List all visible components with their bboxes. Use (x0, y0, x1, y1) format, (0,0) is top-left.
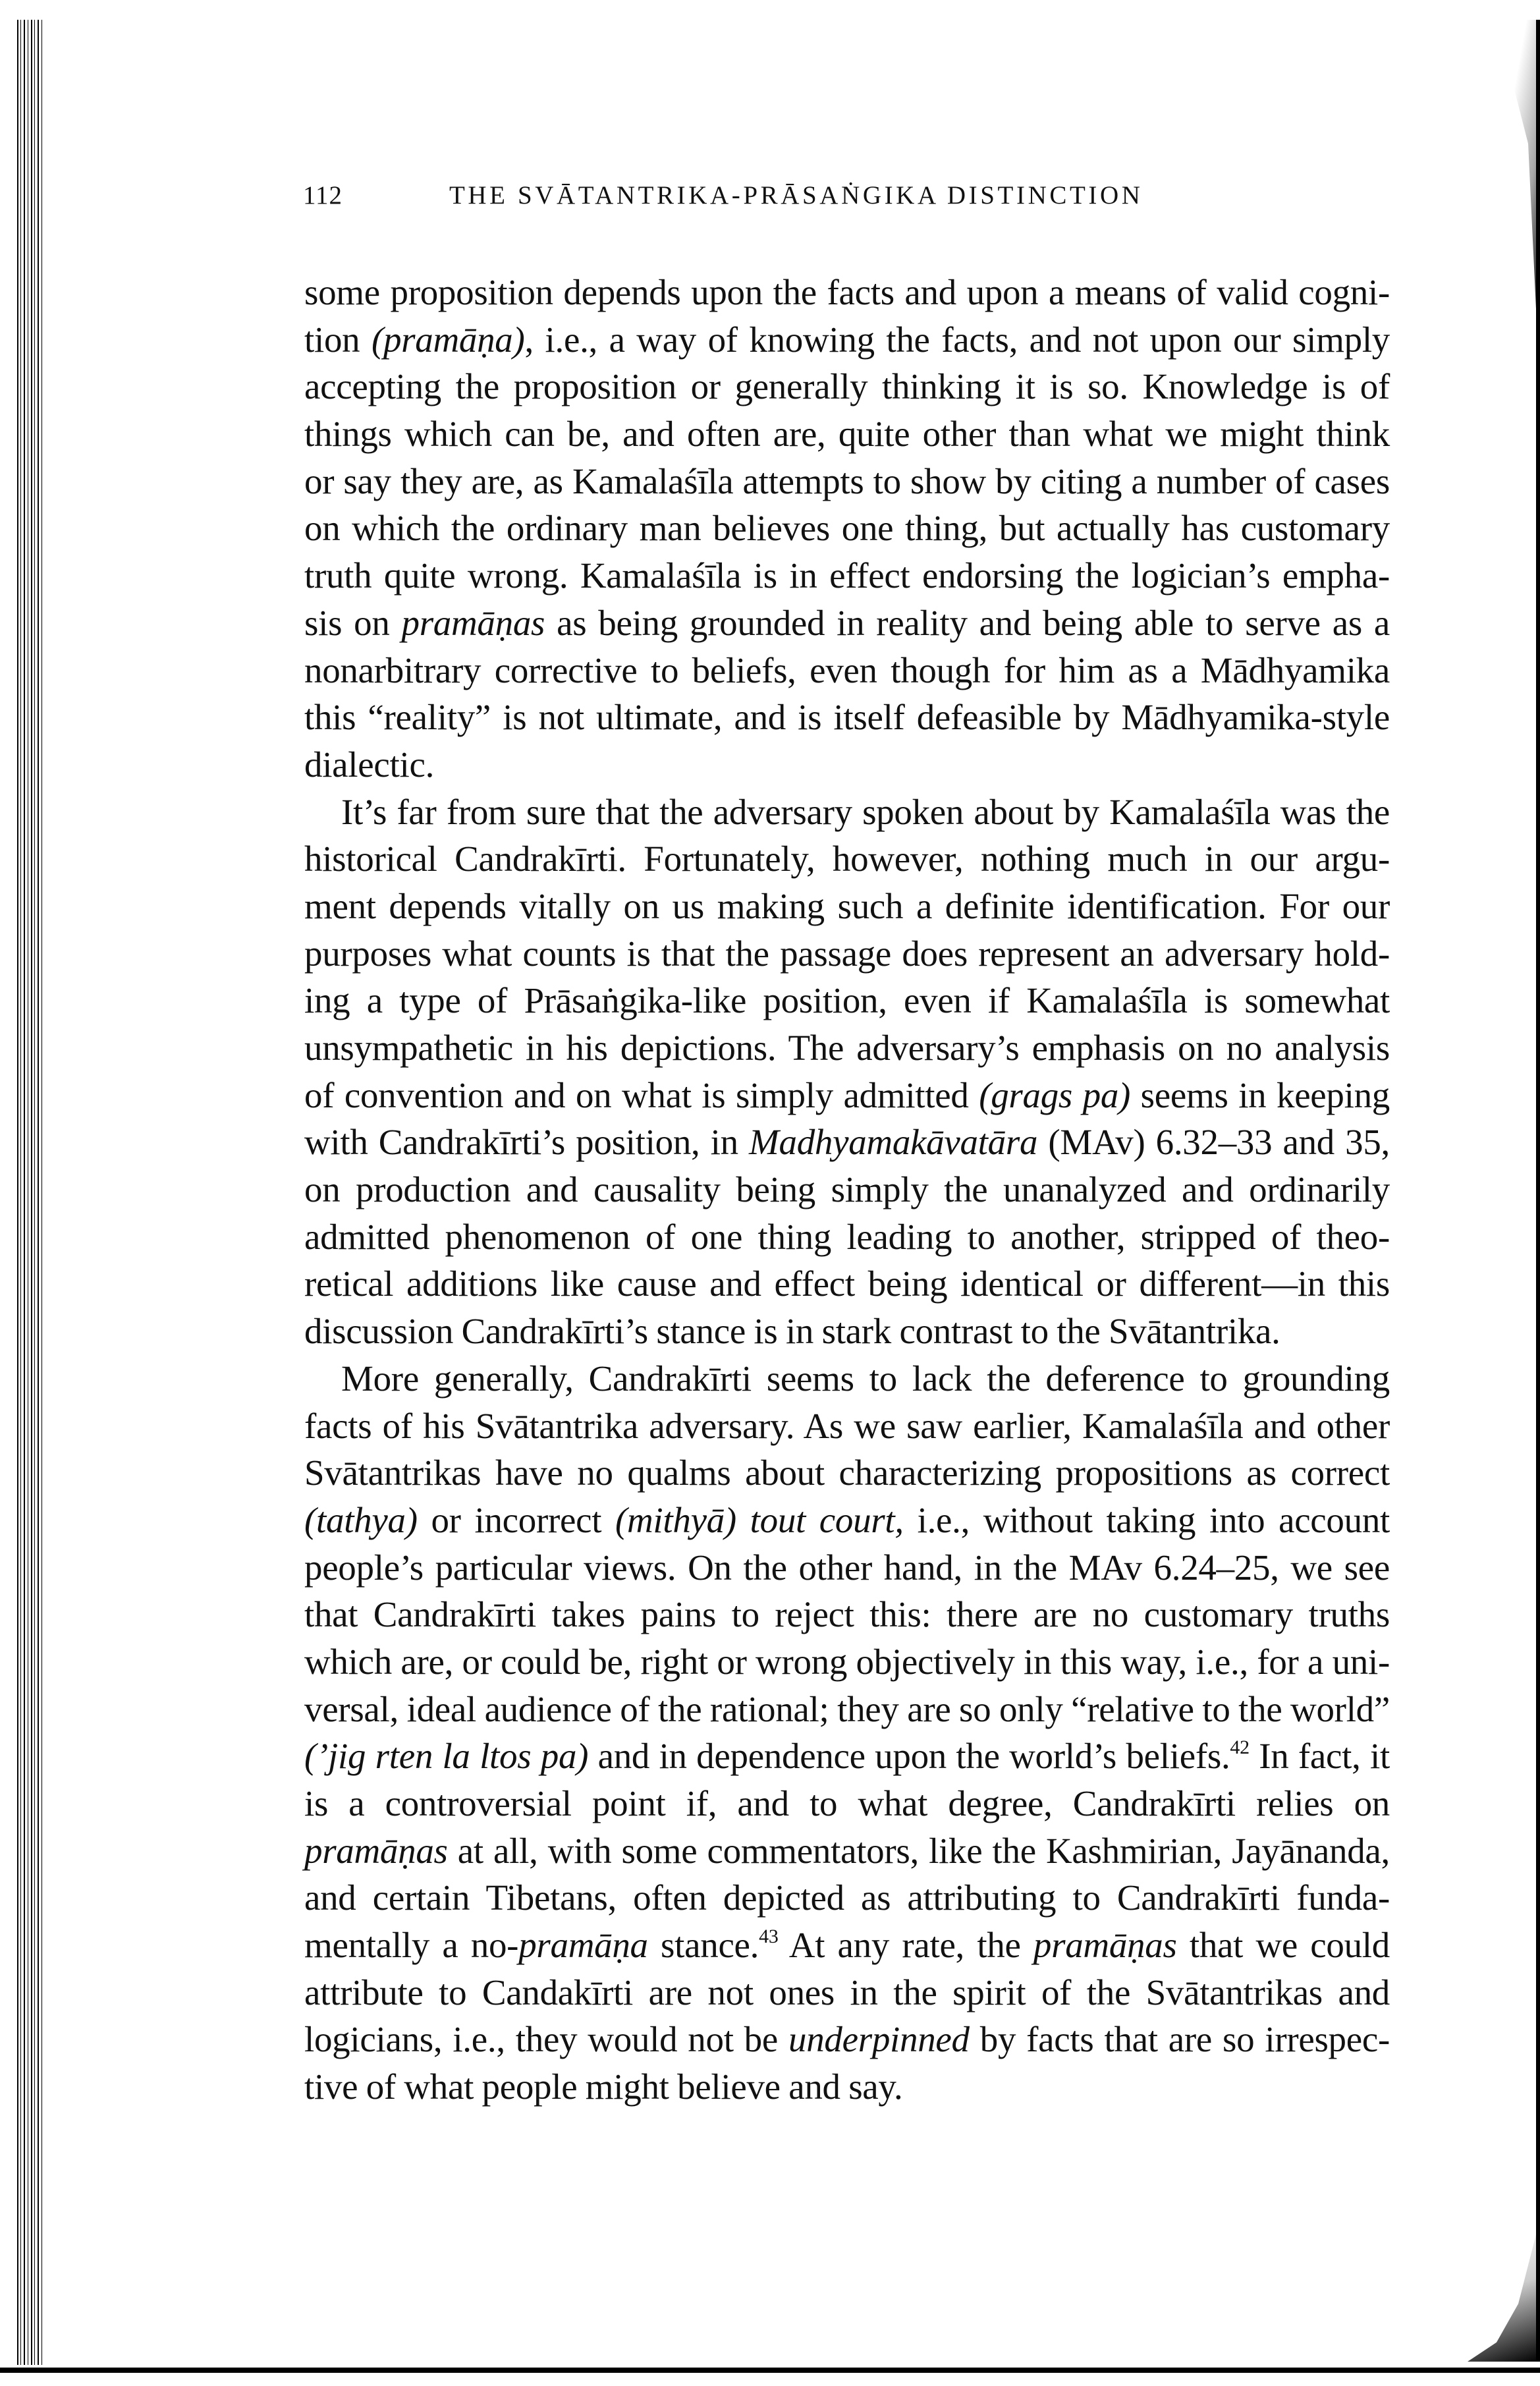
text-run: sis on (304, 602, 402, 643)
italic-term: pramāṇas (304, 1830, 448, 1871)
text-line (304, 1308, 1390, 1355)
italic-term: pramāṇas (1033, 1925, 1177, 1966)
text-line (304, 930, 1390, 978)
italic-term: pramāṇa (518, 1925, 648, 1966)
text-run: In fact, it (1249, 1736, 1390, 1777)
text-line (304, 1922, 1390, 1969)
text-run: discussion Candrakīrti’s stance is in stark contrast to the Svātantrika. (304, 1311, 1280, 1352)
text-run: as being grounded in reality and being able to serve as a (545, 602, 1390, 643)
italic-term: (tathya) (304, 1499, 418, 1540)
text-run: things which can be, and often are, quite other than what we might think (304, 414, 1390, 455)
text-run: or say they are, as Kamalaśīla attempts to show by citing a number of cases (304, 460, 1390, 501)
body-text (304, 269, 1390, 2111)
text-line (304, 1402, 1390, 1450)
text-run: dialectic. (304, 744, 435, 785)
italic-term: Madhyamakāvatāra (749, 1122, 1038, 1163)
footnote-reference: 42 (1230, 1736, 1250, 1759)
text-line (304, 1969, 1390, 2016)
italic-term: (grags pa) (979, 1074, 1131, 1115)
text-run: More generally, Candrakīrti seems to lack the deference to grounding (341, 1358, 1390, 1399)
text-line (304, 1449, 1390, 1497)
text-run: Svātantrikas have no qualms about characterizing propositions as correct (304, 1453, 1390, 1493)
text-line (304, 1166, 1390, 1213)
text-line (304, 1497, 1390, 1544)
text-run: which are, or could be, right or wrong objectively in this way, i.e., for a uni- (304, 1641, 1390, 1682)
text-run: , i.e., a way of knowing the facts, and not upon our simply (524, 319, 1390, 360)
text-line (304, 1544, 1390, 1592)
text-line (304, 2016, 1390, 2063)
text-run: people’s particular views. On the other hand, in the MAv 6.24–25, we see (304, 1547, 1390, 1588)
text-line (304, 1119, 1390, 1166)
text-line (304, 1733, 1390, 1780)
text-line (304, 1591, 1390, 1638)
text-run: or incorrect (417, 1499, 615, 1540)
text-line (304, 1260, 1390, 1308)
text-run: of convention and on what is simply admitted (304, 1074, 979, 1115)
text-run: some proposition depends upon the facts and upon a means of valid cogni- (304, 272, 1390, 312)
text-line (304, 599, 1390, 647)
text-run: by facts that are so irrespec- (969, 2019, 1390, 2060)
running-head (303, 179, 1390, 212)
text-line (304, 1874, 1390, 1922)
text-line (304, 835, 1390, 883)
text-run: and certain Tibetans, often depicted as attributing to Candrakīrti funda- (304, 1877, 1390, 1918)
text-run: this “reality” is not ultimate, and is itself defeasible by Mādhyamika-style (304, 697, 1390, 738)
italic-term: underpinned (788, 2019, 970, 2060)
italic-term: (mithyā) tout court, (615, 1499, 904, 1540)
text-run: unsympathetic in his depictions. The adversary’s emphasis on no analysis (304, 1028, 1390, 1068)
text-line (304, 458, 1390, 505)
text-run: retical additions like cause and effect being identical or different—in this (304, 1263, 1390, 1304)
text-line (304, 1638, 1390, 1686)
italic-term: (’jig rten la ltos pa) (304, 1736, 589, 1777)
text-line (304, 269, 1390, 316)
text-line (304, 1072, 1390, 1119)
text-line (304, 883, 1390, 930)
paragraph (304, 1355, 1390, 2111)
text-run: tion (304, 319, 371, 360)
text-line (304, 505, 1390, 552)
text-run: nonarbitrary corrective to beliefs, even though for him as a Mādhyamika (304, 650, 1390, 690)
text-run: with Candrakīrti’s position, in (304, 1122, 749, 1163)
text-run: At any rate, the (778, 1925, 1033, 1966)
text-run: is a controversial point if, and to what degree, Candrakīrti relies on (304, 1783, 1390, 1823)
text-line (304, 647, 1390, 694)
text-run: stance. (647, 1925, 759, 1966)
text-run: logicians, i.e., they would not be (304, 2019, 789, 2060)
scan-bottom-border (0, 2368, 1540, 2373)
italic-term: (pramāṇa) (371, 319, 525, 360)
text-run: tive of what people might believe and say. (304, 2067, 903, 2107)
text-run: on production and causality being simply the unanalyzed and ordinarily (304, 1169, 1390, 1210)
text-line (304, 1827, 1390, 1875)
text-run: historical Candrakīrti. Fortunately, however, nothing much in our argu- (304, 839, 1390, 879)
text-line (304, 2063, 1390, 2111)
page-number: 112 (303, 181, 343, 209)
text-line (304, 1213, 1390, 1261)
page-edge-shadow-bottom (1468, 2233, 1540, 2362)
text-run: and in dependence upon the world’s beliefs. (588, 1736, 1230, 1777)
text-line (304, 977, 1390, 1024)
text-run: admitted phenomenon of one thing leading to another, stripped of theo- (304, 1216, 1390, 1257)
paragraph (304, 789, 1390, 1355)
text-line (304, 1780, 1390, 1827)
page-right-edge (1536, 20, 1540, 2362)
text-run: (MAv) 6.32–33 and 35, (1037, 1122, 1390, 1163)
text-line (304, 789, 1390, 836)
text-line (304, 694, 1390, 741)
text-run: that Candrakīrti takes pains to reject this: there are no customary truths (304, 1594, 1390, 1635)
text-run: mentally a no- (304, 1925, 519, 1966)
text-line (304, 410, 1390, 458)
text-run: attribute to Candakīrti are not ones in the spirit of the Svātantrikas and (304, 1972, 1390, 2012)
text-run: truth quite wrong. Kamalaśīla is in effect endorsing the logician’s empha- (304, 555, 1390, 596)
running-head-title: THE SVĀTANTRIKA-PRĀSAṄGIKA DISTINCTION (449, 181, 1143, 209)
text-run: purposes what counts is that the passage does represent an adversary hold- (304, 933, 1390, 974)
text-line (304, 552, 1390, 599)
footnote-reference: 43 (759, 1926, 779, 1948)
text-run: i.e., without taking into account (903, 1499, 1390, 1540)
text-run: on which the ordinary man believes one thing, but actually has customary (304, 508, 1390, 549)
text-run: versal, ideal audience of the rational; they are so only “relative to the world” (304, 1688, 1390, 1729)
italic-term: pramāṇas (401, 602, 545, 643)
text-run: It’s far from sure that the adversary spoken about by Kamalaśīla was the (341, 791, 1390, 832)
text-line (304, 1355, 1390, 1402)
paragraph (304, 269, 1390, 789)
text-line (304, 741, 1390, 789)
text-line (304, 316, 1390, 364)
book-binding-edge (17, 20, 43, 2365)
text-line (304, 1686, 1390, 1733)
page-edge-shadow-top (1481, 20, 1540, 329)
text-line (304, 1024, 1390, 1072)
text-run: ing a type of Prāsaṅgika-like position, even if Kamalaśīla is somewhat (304, 980, 1390, 1021)
text-run: seems in keeping (1130, 1074, 1390, 1115)
text-run: that we could (1176, 1925, 1390, 1966)
text-run: ment depends vitally on us making such a definite identification. For our (304, 885, 1390, 926)
text-run: accepting the proposition or generally thinking it is so. Knowledge is of (304, 366, 1390, 407)
text-line (304, 363, 1390, 410)
text-run: at all, with some commentators, like the Kashmirian, Jayānanda, (447, 1830, 1390, 1871)
text-run: facts of his Svātantrika adversary. As we saw earlier, Kamalaśīla and other (304, 1405, 1390, 1446)
